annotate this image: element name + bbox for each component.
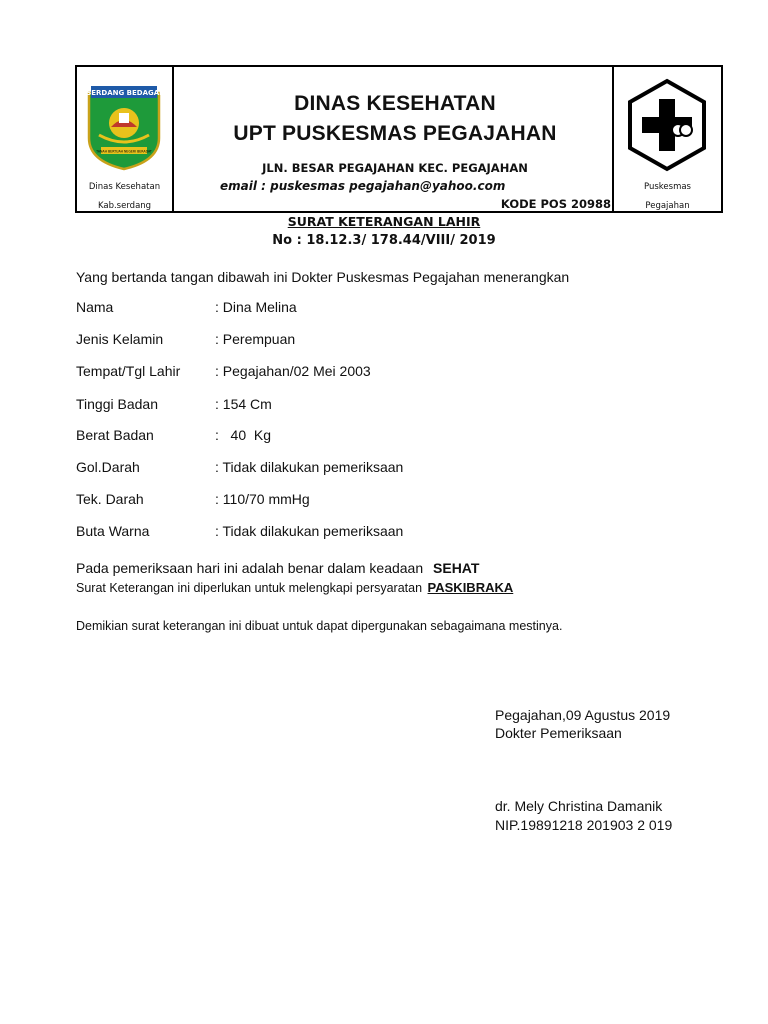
emblem-banner-text: SERDANG BEDAGAI (86, 89, 162, 97)
purpose-value: PASKIBRAKA (427, 580, 514, 595)
letterhead-left-cell (77, 67, 174, 211)
closing-text: Demikian surat keterangan ini dibuat untuk dapat dipergunakan sebagaimana mestinya. (76, 619, 563, 633)
letterhead (75, 65, 723, 213)
document-title: SURAT KETERANGAN LAHIR (287, 214, 481, 229)
field-label: Tinggi Badan (76, 396, 158, 412)
result-value: SEHAT (433, 560, 480, 576)
signature-name: dr. Mely Christina Damanik (495, 798, 663, 814)
field-value: : Tidak dilakukan pemeriksaan (215, 523, 404, 539)
field-value: : Pegajahan/02 Mei 2003 (215, 363, 371, 379)
serdang-bedagai-emblem-icon (85, 83, 163, 171)
signature-role: Dokter Pemeriksaan (495, 725, 622, 741)
signature-nip: NIP.19891218 201903 2 019 (495, 817, 673, 833)
address-line: JLN. BESAR PEGAJAHAN KEC. PEGAJAHAN (262, 161, 528, 175)
right-caption-1: Puskesmas (644, 182, 691, 192)
field-value: : 154 Cm (215, 396, 272, 412)
field-label: Tempat/Tgl Lahir (76, 363, 181, 379)
result-text: Pada pemeriksaan hari ini adalah benar dalam keadaan (76, 560, 424, 576)
field-value: : Tidak dilakukan pemeriksaan (215, 459, 404, 475)
left-caption-1: Dinas Kesehatan (88, 182, 161, 192)
puskesmas-logo-icon (626, 77, 708, 173)
field-value: : Dina Melina (215, 299, 297, 315)
left-caption-2: Kab.serdang (97, 201, 152, 211)
field-value: : Perempuan (215, 331, 296, 347)
puskesmas-title: UPT PUSKESMAS PEGAJAHAN (233, 122, 557, 145)
field-label: Berat Badan (76, 427, 154, 443)
agency-title: DINAS KESEHATAN (294, 92, 496, 115)
letterhead-right-cell (612, 67, 721, 211)
field-label: Nama (76, 299, 114, 315)
purpose-text: Surat Keterangan ini diperlukan untuk melengkapi persyaratan (76, 581, 423, 595)
emblem-motto-text: TANAH BERTUAH NEGERI BERADAT (96, 149, 152, 154)
postal-code: KODE POS 20988 (500, 197, 611, 211)
field-label: Gol.Darah (76, 459, 140, 475)
purpose-line (76, 580, 513, 595)
email-line: email : puskesmas pegajahan@yahoo.com (220, 179, 506, 193)
field-label: Tek. Darah (76, 491, 144, 507)
right-caption-2: Pegajahan (645, 201, 690, 211)
field-label: Buta Warna (76, 523, 150, 539)
result-line (76, 560, 479, 576)
field-value: : 40 Kg (215, 427, 272, 443)
field-value: : 110/70 mmHg (215, 491, 310, 507)
document-number: No : 18.12.3/ 178.44/VIII/ 2019 (272, 233, 496, 248)
field-label: Jenis Kelamin (76, 331, 164, 347)
signature-place-date: Pegajahan,09 Agustus 2019 (495, 707, 671, 723)
intro-text: Yang bertanda tangan dibawah ini Dokter Puskesmas Pegajahan menerangkan (76, 269, 570, 285)
